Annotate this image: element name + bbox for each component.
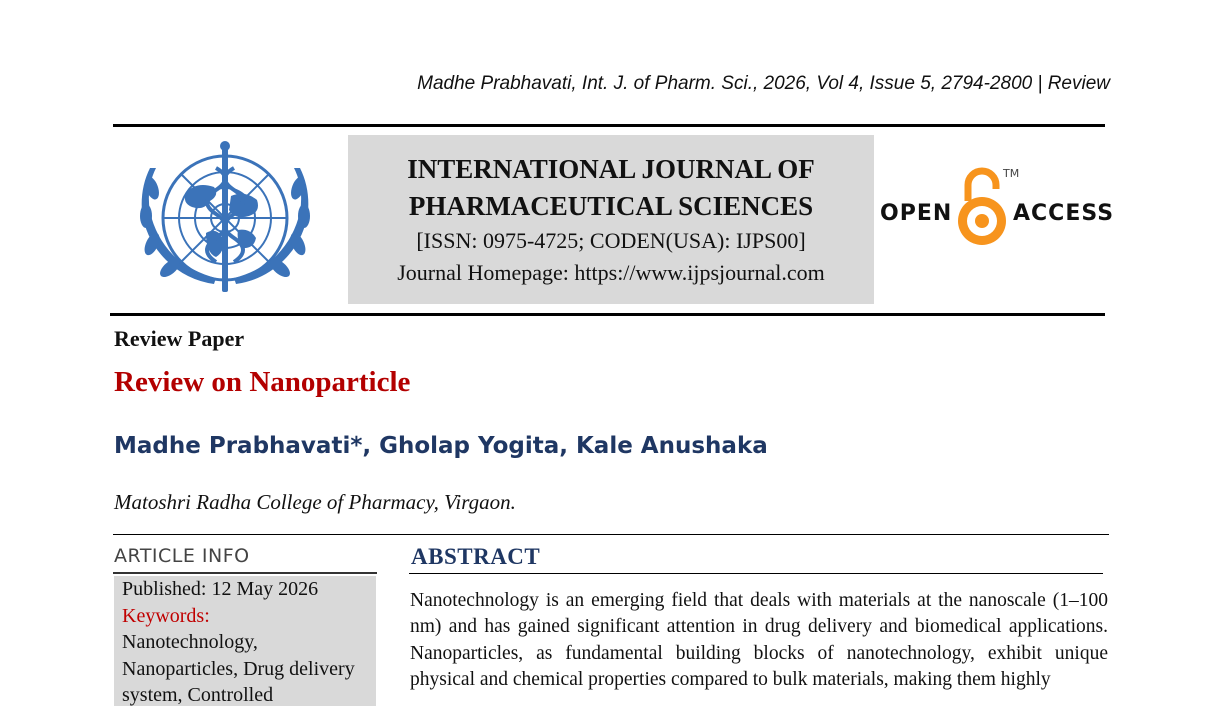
abstract-text: Nanotechnology is an emerging field that deals with materials at the nanoscale (1–100 nm) and has gained significant attention in drug delivery and biomedical applications. Nanoparticles, as fundamental building blocks of nanotechnology, exhibit unique physical and chemical properties compared to bulk materials, making them highly	[410, 590, 1108, 690]
abstract-heading: ABSTRACT	[411, 544, 541, 569]
journal-title-line-2: PHARMACEUTICAL SCIENCES	[408, 191, 814, 221]
header-top-rule	[113, 124, 1105, 127]
affiliation-line: Matoshri Radha College of Pharmacy, Virgaon.	[114, 490, 516, 514]
authors-line: Madhe Prabhavati*, Gholap Yogita, Kale Anushaka	[114, 433, 768, 459]
journal-issn: [ISSN: 0975-4725; CODEN(USA): IJPS00]	[416, 228, 806, 253]
caduceus-globe-emblem-icon	[126, 138, 324, 306]
abstract-rule	[409, 573, 1103, 574]
journal-header-box	[348, 135, 874, 304]
keywords-label: Keywords:	[122, 604, 210, 627]
journal-homepage: Journal Homepage: https://www.ijpsjournal.com	[397, 260, 825, 285]
citation-line: Madhe Prabhavati, Int. J. of Pharm. Sci., 2026, Vol 4, Issue 5, 2794-2800 | Review	[417, 73, 1110, 94]
trademark-mark: TM	[1003, 167, 1020, 180]
open-access-word-access: ACCESS	[1013, 201, 1115, 226]
header-bottom-rule	[110, 313, 1105, 316]
paper-title: Review on Nanoparticle	[114, 366, 411, 398]
section-divider	[113, 534, 1109, 535]
paper-type-label: Review Paper	[114, 326, 245, 351]
published-date: Published: 12 May 2026	[122, 578, 319, 600]
keywords-text: Nanotechnology, Nanoparticles, Drug delivery system, Controlled	[122, 631, 355, 706]
journal-title	[348, 151, 874, 225]
journal-title-line-1: INTERNATIONAL JOURNAL OF	[407, 154, 815, 184]
open-access-word-open: OPEN	[880, 201, 953, 226]
article-info-box	[114, 576, 376, 706]
article-info-heading: ARTICLE INFO	[114, 545, 250, 567]
open-access-logo	[880, 165, 1115, 255]
article-info-rule	[113, 572, 377, 574]
